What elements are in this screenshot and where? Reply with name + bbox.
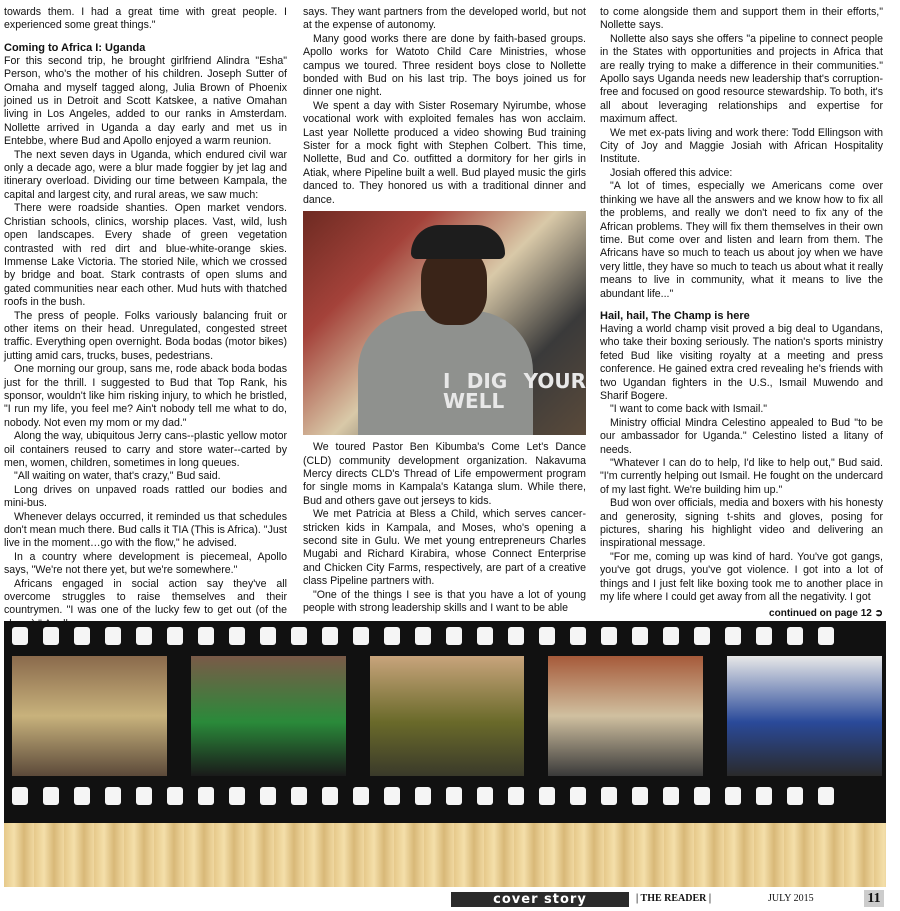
- paragraph: Many good works there are done by faith-based groups. Apollo works for Watoto Child Care Ministries, whose campus we toured. Three resident boys close to Nollette bonded with Bud on his last trip. The boys joined us for dinner one night.: [303, 32, 586, 99]
- continued-link[interactable]: continued on page 12 ➲: [769, 608, 883, 620]
- page-number: 11: [864, 890, 884, 907]
- photo-sister-ceremony: [370, 656, 525, 776]
- paragraph: Whenever delays occurred, it reminded us that schedules don't mean much there. Bud calls it TIA (This is Africa). "Just live in the moment…go with the flow," he advised.: [4, 510, 287, 550]
- paragraph: towards them. I had a great time with great people. I experienced some great things.": [4, 6, 287, 32]
- paragraph: Bud won over officials, media and boxers with his honesty and generosity, signing t-shits and gloves, posing for pictures, sharing his highlight video and delivering an inspirational message.: [600, 497, 883, 550]
- decorative-curtain: [4, 823, 886, 887]
- paragraph: The press of people. Folks variously balancing fruit or other items on their head. Unregulated, congested street traffic. Everything open overnight. Boda bodas (motor bikes) jutting amid cars, trucks, buses, pedestrians.: [4, 309, 287, 362]
- paragraph: "I want to come back with Ismail.": [610, 403, 768, 416]
- filmstrip-photo-collage: [4, 621, 886, 823]
- section-heading-uganda: Coming to Africa I: Uganda: [4, 41, 146, 54]
- paragraph: "A lot of times, especially we Americans come over thinking we have all the answers and we know how to fix all the problems, and really we don't need to fix any of the African problems. They will fix them themselves in their own time. But come over and listen and learn from them. The Africans have so much to teach us about joy when we have very little, they have so much to teach us about what it really means to live in community, what it means to live the abundant life...": [600, 180, 883, 300]
- paragraph: "Whatever I can do to help, I'd like to help out," Bud said. "I'm currently helping out Ismail. He fought on the undercard of my last fight. We're building him up.": [600, 457, 883, 496]
- paragraph: In a country where development is piecemeal, Apollo says, "We're not there yet, but we're somewhere.": [4, 550, 287, 577]
- paragraph: Africans engaged in social action say they've all overcome struggles to raise themselves and their countrymen. "I was one of the lucky few to get out (of the: [4, 577, 287, 617]
- paragraph: "All waiting on water, that's crazy," Bud said.: [14, 470, 221, 483]
- paragraph: For this second trip, he brought girlfriend Alindra "Esha" Person, who's the mother of his children. Joseph Sutter of Omaha and myself tagged along, Julia Brown of Phoenix joined us in Detroit and Scott Katskee, a native Omahan living in Los Angeles, added to our ranks in Amsterdam. Nollette arrived in Uganda a day early and met us in Entebbe, where Bud and Apollo enjoyed a warm reunion.: [4, 54, 287, 148]
- section-heading-champ: Hail, hail, The Champ is here: [600, 309, 750, 322]
- paragraph: says. They want partners from the developed world, but not at the expense of autonomy.: [303, 6, 586, 32]
- photo-shirt-text: I DIG YOUR WELL: [443, 369, 586, 414]
- paragraph: Nollette also says she offers "a pipeline to connect people in the States with opportunities and projects in Africa that are really trying to make a difference in their communities." Apollo says Uganda needs new leadership that's corruption-free and focused on good resource stewardship. To both, it's all about leveraging relationships and expertise for maximum affect.: [600, 32, 883, 126]
- column-1: [4, 6, 287, 631]
- paragraph: The next seven days in Uganda, which endured civil war only a decade ago, were a blur made foggier by jet lag and itinerary overload. Dividing our time between Kampala, the capital and largest city, and rural areas, we saw much:: [4, 148, 287, 201]
- paragraph: We met ex-pats living and work there: Todd Ellingson with City of Joy and Maggie Josiah with African Hospitality Institute.: [600, 126, 883, 166]
- photo-women-crowd: [12, 656, 167, 776]
- photo-children-group: [548, 656, 703, 776]
- photo-girl-smiling: [191, 656, 346, 776]
- paragraph: We spent a day with Sister Rosemary Nyirumbe, whose vocational work with exploited females has won acclaim. Last year Nollette produced a video showing Bud training Sister for a mock fight with Stephen Colbert. This time, Nollette, Bud and Co. outfitted a dormitory for her girls in Atiak, where Pipeline built a well. Bud played music the girls danced to. They honored us with a traditional dinner and dance.: [303, 99, 586, 206]
- section-label: cover story: [451, 892, 629, 907]
- column-2: [303, 6, 586, 615]
- paragraph: to come alongside them and support them in their efforts," Nollette says.: [600, 6, 883, 32]
- filmstrip-sprockets-bottom: [4, 787, 886, 807]
- paragraph: We toured Pastor Ben Kibumba's Come Let's Dance (CLD) community development organization. Nakavuma Mercy directs CLD's Thread of Life empowerment program for single moms in Kampala's Katanga slum. While there, Bud and others gave out jerseys to kids.: [303, 441, 586, 507]
- paragraph: Long drives on unpaved roads rattled our bodies and mini-bus.: [4, 483, 287, 510]
- filmstrip-sprockets-top: [4, 627, 886, 647]
- publication-name: | THE READER |: [636, 893, 712, 904]
- page-footer: [0, 890, 900, 911]
- paragraph: One morning our group, sans me, rode aback boda bodas just for the thrill. I suggested to Bud that Top Rank, his sponsor, wouldn't like him risking injury, to which he bristled, "I run my life, you feel me? Ain't nobody tell me what to do, nobody. Not even my mom or my dad.": [4, 363, 287, 429]
- paragraph: We met Patricia at Bless a Child, which serves cancer-stricken kids in Kampala, and Moses, who's opening a second site in Gulu. We met young entrepreneurs Charles Mugabi and Richard Kirabira, whose Connect Enterprise and Chicken City Farms, respectively, are part of a creative class Pipeline partners with.: [303, 508, 586, 588]
- filmstrip-frames: [12, 656, 882, 776]
- paragraph: There were roadside shanties. Open market vendors. Christian schools, clinics, worship places. Vast, wild, lush open landscapes. Every shade of green vegetation contrasted with red dirt and blue-white-orange skies. Immense Lake Victoria. The storied Nile, which we crossed by bridge and boat. Stark contrasts of open slums and gated communities near each other. Mud huts with thatched roofs in the bush.: [4, 202, 287, 309]
- photo-man-in-hat: [303, 211, 586, 435]
- paragraph: "One of the things I see is that you have a lot of young people with strong leadership skills and I want to be able: [303, 588, 586, 614]
- paragraph: Josiah offered this advice:: [610, 166, 733, 179]
- paragraph: Ministry official Mindra Celestino appealed to Bud "to be our ambassador for Uganda." Celestino listed a litany of needs.: [600, 416, 883, 456]
- paragraph: "For me, coming up was kind of hard. You've got gangs, you've got drugs, you've got violence. I got into a lot of things and I just felt like boxing took me to another place in my life where I could get away from all the negativity. I got: [600, 550, 883, 604]
- issue-date: JULY 2015: [768, 893, 814, 904]
- photo-hat: [411, 225, 505, 259]
- column-3: [600, 6, 883, 621]
- paragraph: Having a world champ visit proved a big deal to Ugandans, who take their boxing seriously. The nation's sports ministry feted Bud like visiting royalty at a meeting and press conference. He gained extra cred revealing he's friends with two Ugandan fighters in the U.S., Ismail Muwendo and Sharif Bogere.: [600, 322, 883, 402]
- paragraph: Along the way, ubiquitous Jerry cans--plastic yellow motor oil containers reused to carry and store water--carted by men, women, children, sometimes in long queues.: [4, 430, 287, 469]
- photo-press-conference: [727, 656, 882, 776]
